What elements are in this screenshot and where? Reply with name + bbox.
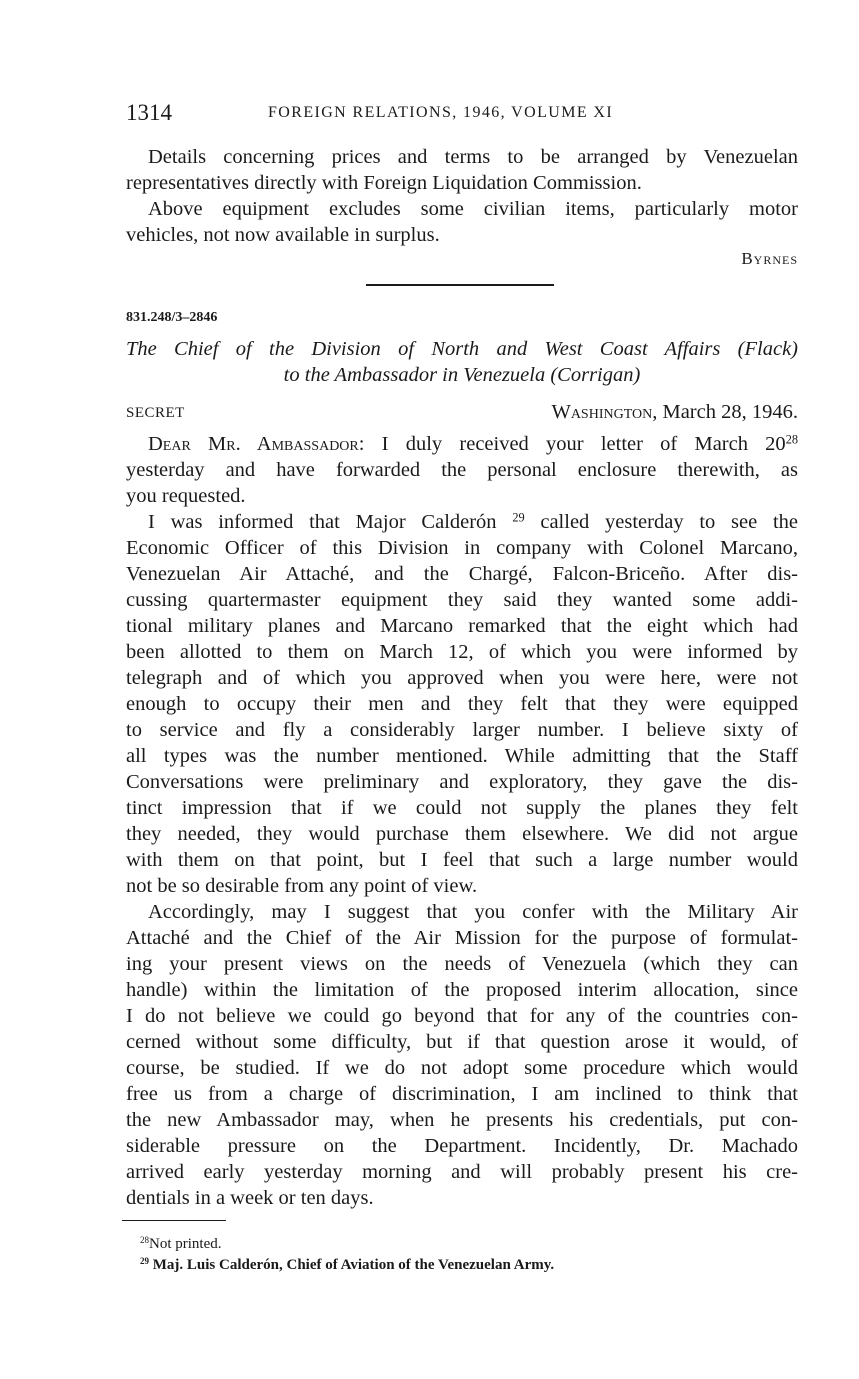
file-number: 831.248/3–2846: [126, 310, 218, 325]
text-line: tional military planes and Marcano remarked that the eight which had: [126, 615, 798, 637]
text-line: yesterday and have forwarded the personal enclosure therewith, as: [126, 459, 798, 481]
text-line: with them on that point, but I feel that such a large number would: [126, 849, 798, 871]
footnote-divider: [122, 1220, 226, 1221]
footnote: [140, 1234, 554, 1255]
text-line: enough to occupy their men and they felt that they were equipped: [126, 693, 798, 715]
title-line: to the Ambassador in Venezuela (Corrigan): [283, 364, 641, 386]
text-line: Economic Officer of this Division in company with Colonel Marcano,: [126, 537, 798, 559]
dateline-date: March 28, 1946.: [662, 401, 798, 423]
text-line: Above equipment excludes some civilian items, particularly motor: [148, 198, 798, 220]
section-divider: [366, 284, 554, 286]
text-line: you requested.: [126, 485, 246, 507]
classification-label: SECRET: [126, 405, 185, 421]
text-line: dentials in a week or ten days.: [126, 1187, 374, 1209]
text-line: Accordingly, may I suggest that you confer with the Military Air: [148, 901, 798, 923]
text-line: ing your present views on the needs of Venezuela (which they can: [126, 953, 798, 975]
dateline-place: Washington,: [551, 401, 658, 423]
footnote-ref: 29: [512, 510, 525, 525]
page-number: 1314: [126, 100, 172, 125]
letter-body: [126, 431, 798, 1211]
text-line: free us from a charge of discrimination, I am inclined to think that: [126, 1083, 798, 1105]
text-line: tinct impression that if we could not supply the planes they felt: [126, 797, 798, 819]
text-line: been allotted to them on March 12, of which you were informed by: [126, 641, 798, 663]
footnote: [140, 1255, 554, 1276]
footnote-ref: 28: [785, 432, 798, 447]
text-line: siderable pressure on the Department. Incidently, Dr. Machado: [126, 1135, 798, 1157]
text-line: I do not believe we could go beyond that for any of the countries con-: [126, 1005, 798, 1027]
salutation: Dear Mr. Ambassador:: [148, 433, 365, 455]
text-line: they needed, they would purchase them elsewhere. We did not argue: [126, 823, 798, 845]
text-line: Details concerning prices and terms to be arranged by Venezuelan: [148, 146, 798, 168]
text-line: vehicles, not now available in surplus.: [126, 224, 440, 246]
text-line: all types was the number mentioned. While admitting that the Staff: [126, 745, 798, 767]
running-title: FOREIGN RELATIONS, 1946, VOLUME XI: [268, 104, 614, 121]
footnotes: [140, 1234, 554, 1276]
text-line: to service and fly a considerably larger number. I believe sixty of: [126, 719, 798, 741]
text-line: course, be studied. If we do not adopt some procedure which would: [126, 1057, 798, 1079]
title-line: The Chief of the Division of North and West Coast Affairs (Flack): [126, 338, 798, 360]
footnote-text: Maj. Luis Calderón, Chief of Aviation of the Venezuelan Army.: [152, 1257, 555, 1273]
signature: Byrnes: [741, 249, 798, 268]
text-line: Attaché and the Chief of the Air Mission for the purpose of formulat-: [126, 927, 798, 949]
footnote-marker: 29: [140, 1256, 149, 1267]
footnote-marker: 28: [140, 1235, 149, 1246]
text-line: not be so desirable from any point of view.: [126, 875, 478, 897]
text-line: I was informed that Major Calderón $^{29}$ called yesterday to see the: [148, 510, 798, 533]
text-line: handle) within the limitation of the proposed interim allocation, since: [126, 979, 798, 1001]
text-line: Conversations were preliminary and exploratory, they gave the dis-: [126, 771, 798, 793]
text-line: Venezuelan Air Attaché, and the Chargé, Falcon-Briceño. After dis-: [126, 563, 798, 585]
footnote-text: Not printed.: [149, 1236, 222, 1252]
dateline: [551, 401, 798, 424]
text-line: cerned without some difficulty, but if that question arose it would, of: [126, 1031, 798, 1053]
text-line: telegraph and of which you approved when you were here, were not: [126, 667, 798, 689]
telegram-closing-text: [126, 144, 798, 248]
text-line: cussing quartermaster equipment they said they wanted some addi-: [126, 589, 798, 611]
text-line: the new Ambassador may, when he presents his credentials, put con-: [126, 1109, 798, 1131]
text-line: Dear Mr. Ambassador: I duly received your letter of March $20^{28}$: [148, 432, 798, 455]
text-line: arrived early yesterday morning and will probably present his cre-: [126, 1161, 798, 1183]
document-title: [126, 336, 798, 388]
text-line: representatives directly with Foreign Liquidation Commission.: [126, 172, 642, 194]
